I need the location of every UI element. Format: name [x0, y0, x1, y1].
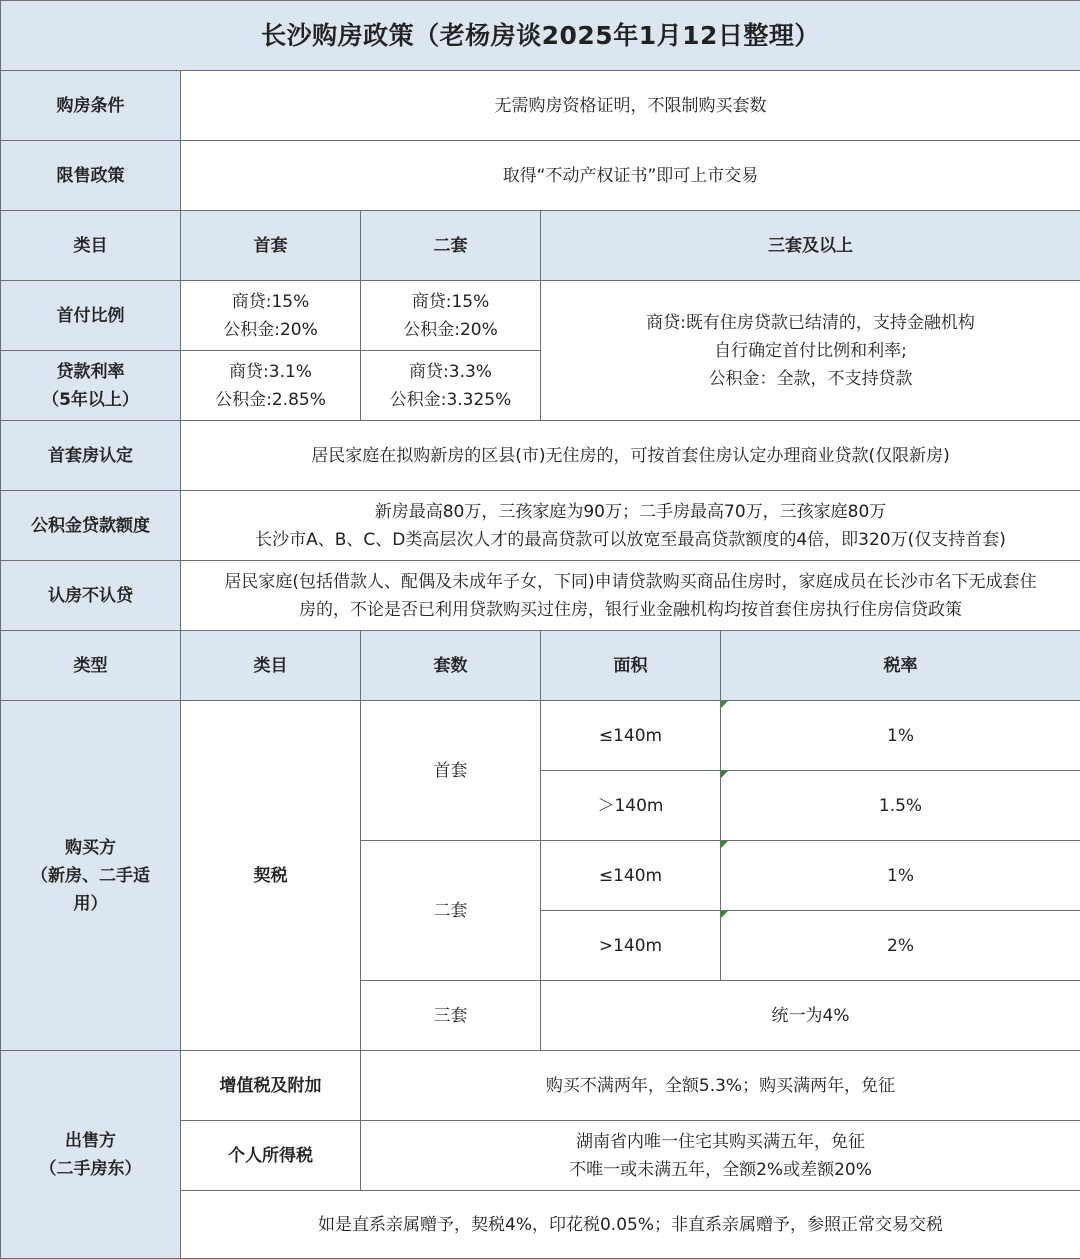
down-payment-first — [181, 281, 361, 351]
loan-rate-first-fund: 公积金:2.85% — [215, 389, 326, 410]
vat-label: 增值税及附加 — [181, 1051, 361, 1121]
category-header-label: 类目 — [1, 211, 181, 281]
provident-fund-limit-label: 公积金贷款额度 — [1, 491, 181, 561]
provident-fund-limit-value — [181, 491, 1080, 561]
loan-rate-second-fund: 公积金:3.325% — [389, 389, 512, 410]
area-cell: ≤140m — [541, 701, 721, 771]
seller-label — [1, 1051, 181, 1259]
category-header-third-plus: 三套及以上 — [541, 211, 1080, 281]
rate-cell: 2% — [721, 911, 1080, 981]
down-payment-second-commercial: 商贷:15% — [411, 291, 490, 312]
loan-rate-first-commercial: 商贷:3.1% — [229, 361, 312, 382]
recognize-house-line: 居民家庭(包括借款人、配偶及未成年子女，下同)申请贷款购买商品住房时，家庭成员在长沙市名下无成套住 — [224, 571, 1037, 592]
provident-fund-limit-line: 新房最高80万，三孩家庭为90万；二手房最高70万，三孩家庭80万 — [374, 501, 887, 522]
buyer-label — [1, 701, 181, 1051]
loan-rate-label-main: 贷款利率 — [56, 361, 125, 382]
income-tax-label: 个人所得税 — [181, 1121, 361, 1191]
category-header-second: 二套 — [361, 211, 541, 281]
deed-tax-label: 契税 — [181, 701, 361, 1051]
seller-label-line: （二手房东） — [39, 1158, 142, 1179]
area-cell: ＞140m — [541, 771, 721, 841]
down-payment-label: 首付比例 — [1, 281, 181, 351]
down-payment-second — [361, 281, 541, 351]
category-header-first: 首套 — [181, 211, 361, 281]
provident-fund-limit-line: 长沙市A、B、C、D类高层次人才的最高贷款可以放宽至最高贷款额度的4倍，即320万(仅支持首套) — [255, 529, 1006, 550]
tax-header-area: 面积 — [541, 631, 721, 701]
vat-value: 购买不满两年，全额5.3%；购买满两年，免征 — [361, 1051, 1080, 1121]
first-home-definition-label: 首套房认定 — [1, 421, 181, 491]
tax-header-rate: 税率 — [721, 631, 1080, 701]
buyer-label-line: 用） — [73, 893, 108, 914]
purchase-conditions-label: 购房条件 — [1, 71, 181, 141]
tax-header-category: 类目 — [181, 631, 361, 701]
area-cell: ≤140m — [541, 841, 721, 911]
third-plus-note-line: 公积金：全款，不支持贷款 — [708, 368, 913, 389]
rate-cell: 1% — [721, 841, 1080, 911]
recognize-house-line: 房的，不论是否已利用贷款购买过住房，银行业金融机构均按首套住房执行住房信贷政策 — [299, 599, 962, 620]
first-home-count: 首套 — [361, 701, 541, 841]
third-plus-note-line: 自行确定首付比例和利率; — [714, 340, 907, 361]
resale-restriction-value: 取得“不动产权证书”即可上市交易 — [181, 141, 1080, 211]
resale-restriction-label: 限售政策 — [1, 141, 181, 211]
first-home-definition-value: 居民家庭在拟购新房的区县(市)无住房的，可按首套住房认定办理商业贷款(仅限新房) — [181, 421, 1080, 491]
recognize-house-value — [181, 561, 1080, 631]
loan-rate-second — [361, 351, 541, 421]
buyer-label-line: （新房、二手适 — [31, 865, 150, 886]
rate-cell: 1% — [721, 701, 1080, 771]
third-plus-note — [541, 281, 1080, 421]
purchase-conditions-value: 无需购房资格证明，不限制购买套数 — [181, 71, 1080, 141]
third-home-count: 三套 — [361, 981, 541, 1051]
second-home-count: 二套 — [361, 841, 541, 981]
loan-rate-label — [1, 351, 181, 421]
gift-note: 如是直系亲属赠予，契税4%，印花税0.05%；非直系亲属赠予，参照正常交易交税 — [181, 1191, 1080, 1259]
down-payment-second-fund: 公积金:20% — [403, 319, 498, 340]
seller-label-line: 出售方 — [65, 1130, 116, 1151]
rate-cell: 1.5% — [721, 771, 1080, 841]
buyer-label-line: 购买方 — [65, 837, 116, 858]
income-tax-value — [361, 1121, 1080, 1191]
third-home-rate: 统一为4% — [541, 981, 1080, 1051]
loan-rate-second-commercial: 商贷:3.3% — [409, 361, 492, 382]
recognize-house-label: 认房不认贷 — [1, 561, 181, 631]
income-tax-line: 湖南省内唯一住宅其购买满五年，免征 — [576, 1131, 865, 1152]
down-payment-first-commercial: 商贷:15% — [231, 291, 310, 312]
page-title: 长沙购房政策（老杨房谈2025年1月12日整理） — [1, 1, 1080, 71]
third-plus-note-line: 商贷:既有住房贷款已结清的，支持金融机构 — [646, 312, 975, 333]
area-cell: >140m — [541, 911, 721, 981]
tax-header-type: 类型 — [1, 631, 181, 701]
tax-header-count: 套数 — [361, 631, 541, 701]
loan-rate-first — [181, 351, 361, 421]
income-tax-line: 不唯一或未满五年，全额2%或差额20% — [569, 1159, 872, 1180]
down-payment-first-fund: 公积金:20% — [223, 319, 318, 340]
loan-rate-label-sub: （5年以上） — [42, 389, 139, 410]
